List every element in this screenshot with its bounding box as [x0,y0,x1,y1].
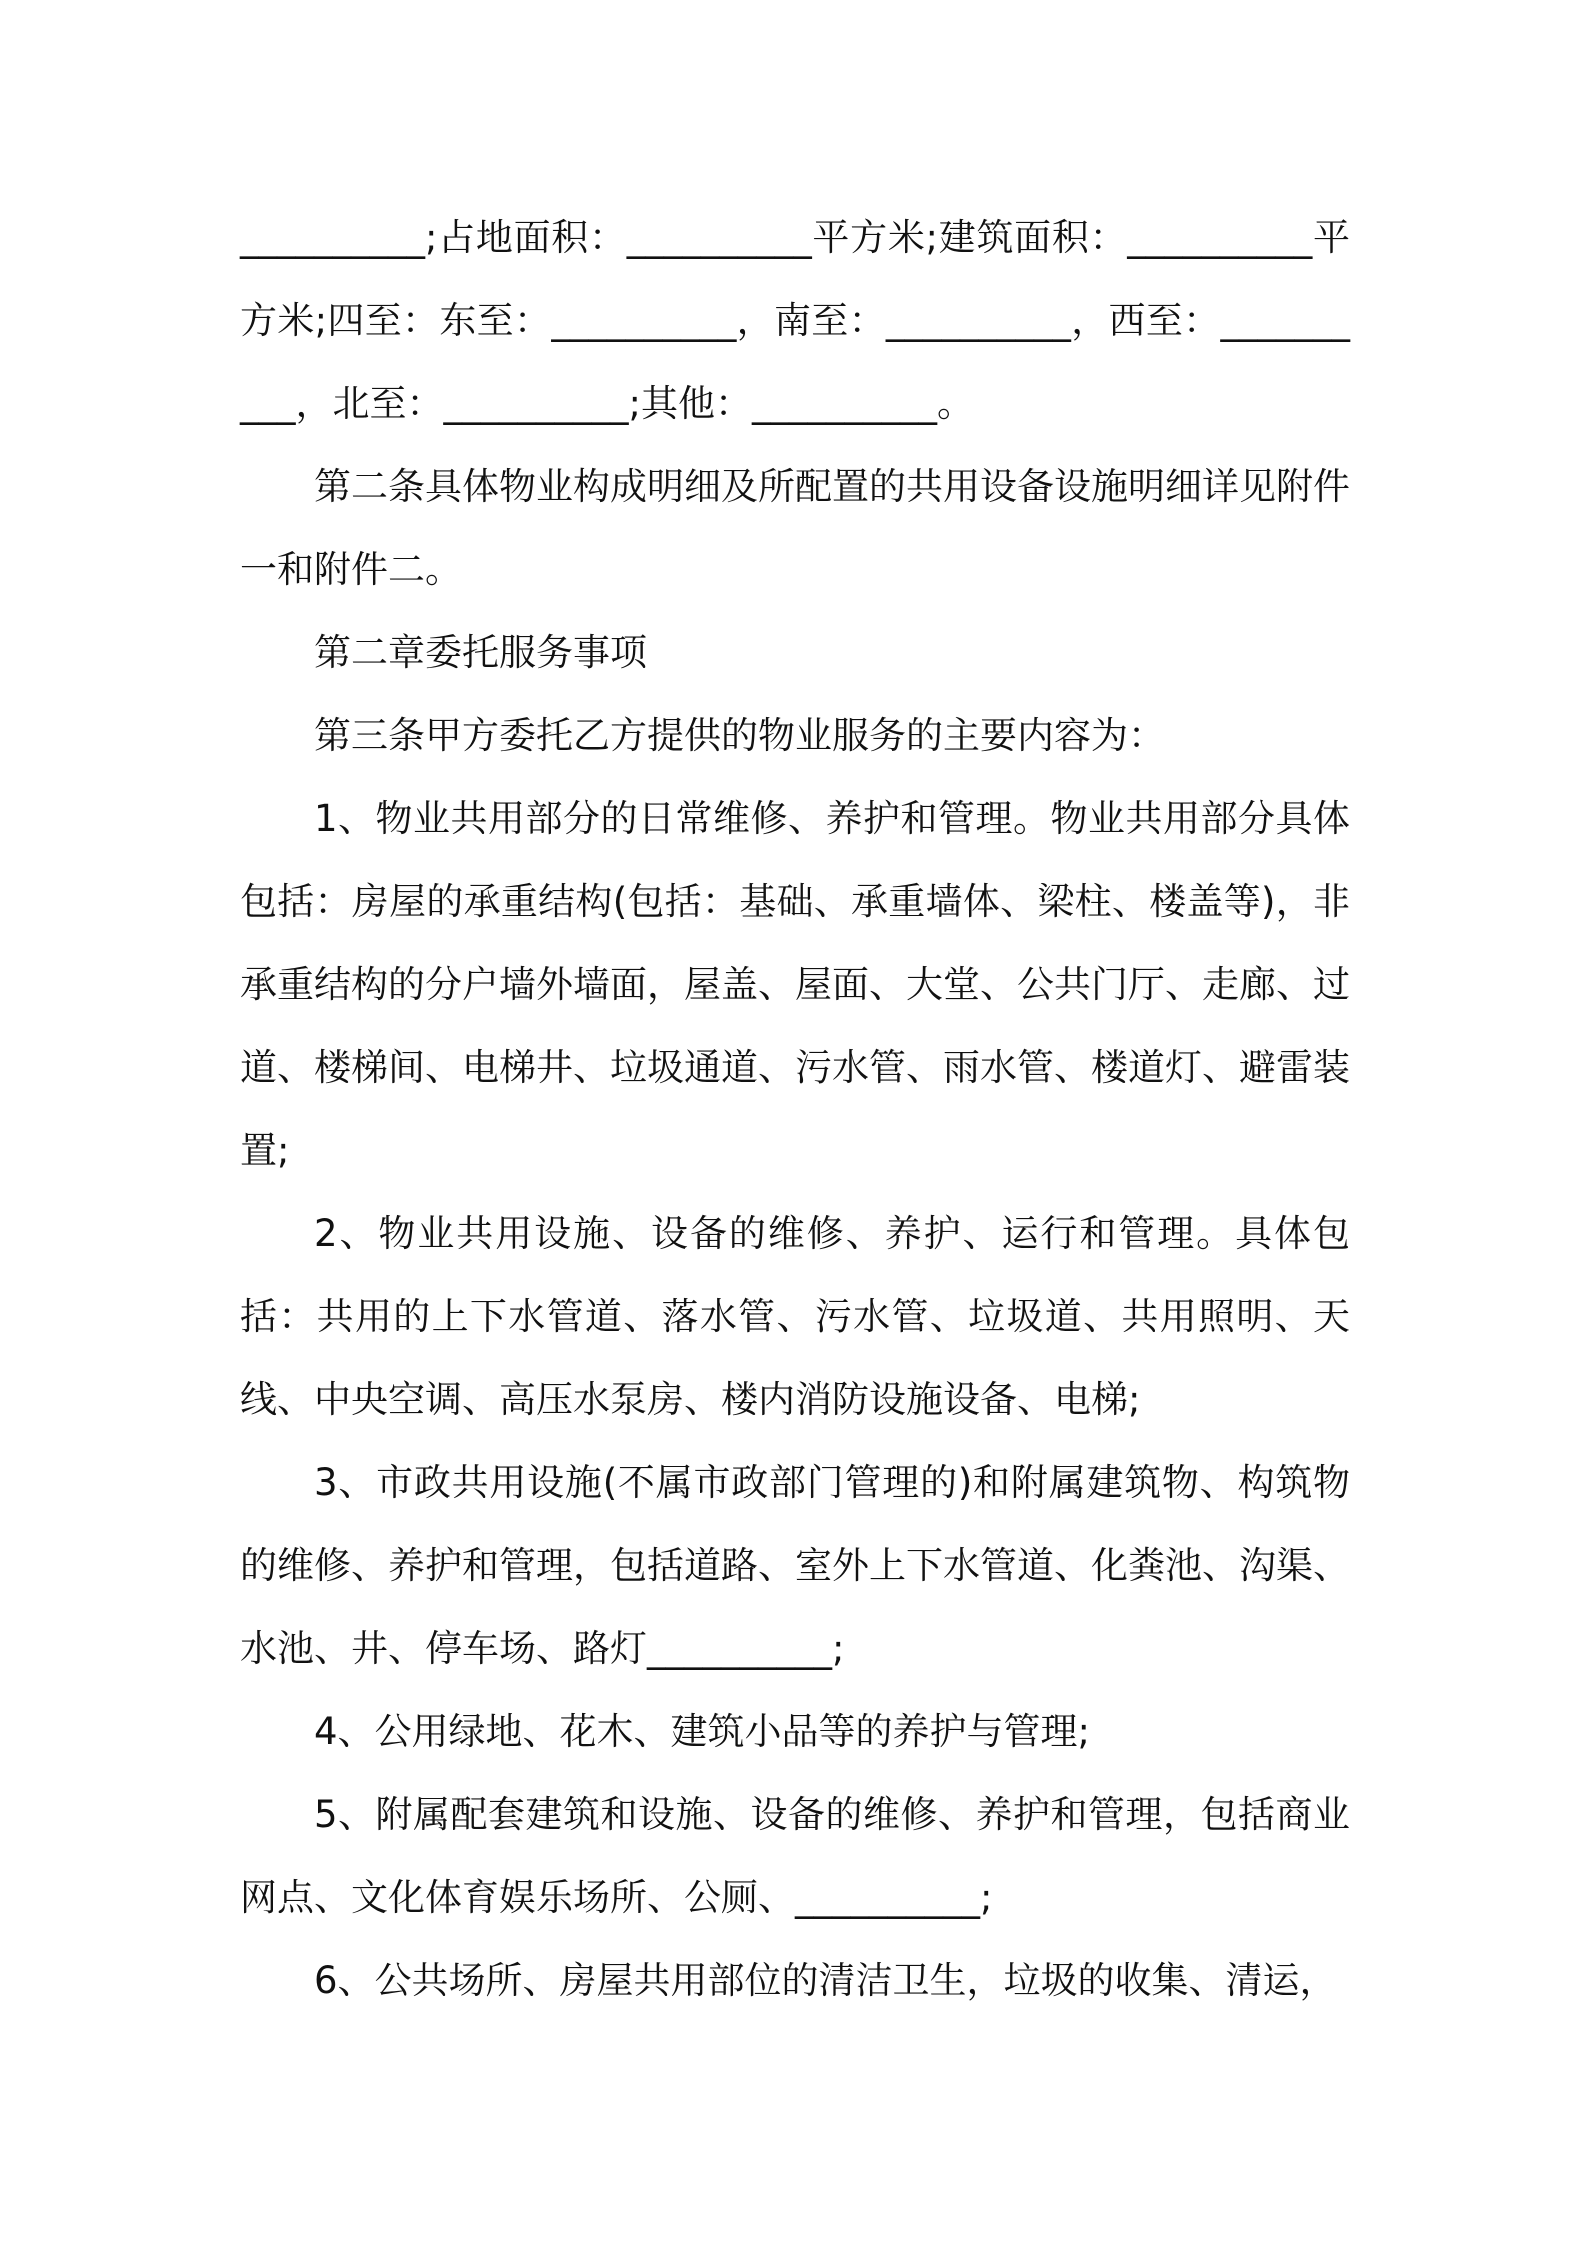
document-body [240,196,1350,2022]
chapter-heading: 第二章委托服务事项 [314,631,647,674]
list-item-1: 1、物业共用部分的日常维修、养护和管理。物业共用部分具体包括：房屋的承重结构(包括：基础、承重墙体、梁柱、楼盖等)，非承重结构的分户墙外墙面，屋盖、屋面、大堂、公共门厅、走廊、过道、楼梯间、电梯井、垃圾通道、污水管、雨水管、楼道灯、避雷装置; [240,797,1350,1172]
list-item-2: 2、物业共用设施、设备的维修、养护、运行和管理。具体包括：共用的上下水管道、落水管、污水管、垃圾道、共用照明、天线、中央空调、高压水泵房、楼内消防设施设备、电梯; [240,1212,1350,1421]
paragraph-property-info: __________;占地面积：__________平方米;建筑面积：__________平方米;四至：东至：__________，南至：__________，西至：__________，北至：__________;其他：__________。 [240,216,1350,425]
list-item-5: 5、附属配套建筑和设施、设备的维修、养护和管理，包括商业网点、文化体育娱乐场所、公厕、__________; [240,1793,1350,1919]
list-item-3: 3、市政共用设施(不属市政部门管理的)和附属建筑物、构筑物的维修、养护和管理，包括道路、室外上下水管道、化粪池、沟渠、水池、井、停车场、路灯__________; [240,1461,1350,1670]
paragraph-article-2: 第二条具体物业构成明细及所配置的共用设备设施明细详见附件一和附件二。 [240,465,1350,591]
list-item-4: 4、公用绿地、花木、建筑小品等的养护与管理; [314,1710,1091,1753]
list-item-6: 6、公共场所、房屋共用部位的清洁卫生，垃圾的收集、清运， [314,1959,1337,2002]
paragraph-article-3: 第三条甲方委托乙方提供的物业服务的主要内容为： [314,714,1165,757]
